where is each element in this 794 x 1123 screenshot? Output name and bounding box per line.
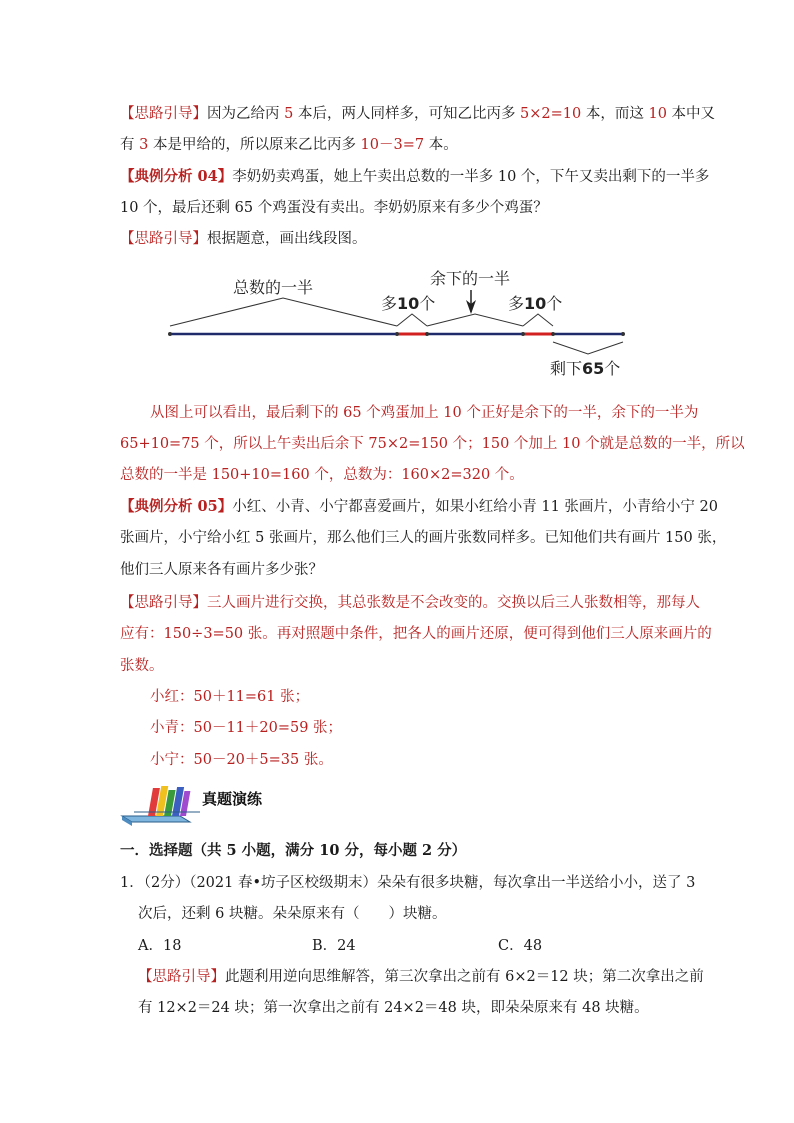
segment-diagram — [165, 262, 635, 382]
brace-more-1 — [397, 314, 427, 326]
example-05-line-1: 【典例分析 05】小红、小青、小宁都喜爱画片，如果小红给小青 11 张画片，小青给小宁 20 — [120, 498, 718, 515]
answer-xiaohong: 小红：50＋11=61 张； — [150, 689, 310, 705]
tick-rest — [521, 332, 525, 336]
answer-xiaoqing: 小青：50－11＋20=59 张； — [150, 720, 343, 736]
example-04-line-2: 10 个，最后还剩 65 个鸡蛋没有卖出。李奶奶原来有多少个鸡蛋？ — [120, 200, 548, 216]
tick-half-plus — [425, 332, 429, 336]
example-04-line-1: 【典例分析 04】李奶奶卖鸡蛋，她上午卖出总数的一半多 10 个，下午又卖出剩下的一半多 — [120, 168, 710, 185]
label-left-65: 剩下65个 — [550, 359, 621, 378]
option-c[interactable]: C．48 — [498, 938, 543, 954]
explain-line-2: 65+10=75 个，所以上午卖出后余下 75×2=150 个；150 个加上 10 个就是总数的一半，所以 — [120, 436, 745, 452]
tick-end — [621, 332, 625, 336]
answer-xiaoning: 小宁：50－20＋5=35 张。 — [150, 752, 333, 768]
hint-line-2: 有 3 本是甲给的，所以原来乙比丙多 10－3=7 本。 — [120, 137, 458, 153]
label-rest-half: 余下的一半 — [430, 269, 511, 288]
hint-tag: 【思路引导】 — [120, 231, 207, 247]
explain-line-1: 从图上可以看出，最后剩下的 65 个鸡蛋加上 10 个正好是余下的一半，余下的一半为 — [150, 405, 699, 421]
quiz-hint-line-1: 【思路引导】此题利用逆向思维解答，第三次拿出之前有 6×2＝12 块；第二次拿出之前 — [138, 969, 704, 985]
brace-more-2 — [523, 314, 553, 326]
hint-line-3: 【思路引导】根据题意，画出线段图。 — [120, 231, 367, 247]
label-more-10-second: 多10个 — [508, 294, 563, 313]
question-1-line-1: 1．（2分）（2021 春•坊子区校级期末）朵朵有很多块糖，每次拿出一半送给小小，送了 3 — [120, 875, 696, 891]
quiz-hint-line-2: 有 12×2＝24 块；第一次拿出之前有 24×2＝48 块，即朵朵原来有 48 块糖。 — [138, 1000, 649, 1016]
hint-tag: 【思路引导】 — [138, 969, 225, 985]
brace-half — [170, 298, 397, 326]
example-04-tag: 【典例分析 04】 — [120, 168, 233, 185]
hint-line-6: 张数。 — [120, 658, 164, 674]
tick-half — [395, 332, 399, 336]
label-more-10-first: 多10个 — [381, 294, 436, 313]
example-05-line-2: 张画片，小宁给小红 5 张画片，那么他们三人的画片张数同样多。已知他们共有画片 150 张， — [120, 530, 727, 546]
hint-tag: 【思路引导】 — [120, 106, 207, 122]
option-b[interactable]: B．24 — [312, 938, 356, 954]
section-title: 真题演练 — [202, 790, 263, 808]
hint-line-5: 应有：150÷3=50 张。再对照题中条件，把各人的画片还原，便可得到他们三人原来画片的 — [120, 626, 712, 642]
hint-line-1: 【思路引导】因为乙给丙 5 本后，两人同样多，可知乙比丙多 5×2=10 本，而这 10 本中又 — [120, 106, 716, 122]
example-05-line-3: 他们三人原来各有画片多少张？ — [120, 562, 323, 578]
brace-left — [553, 342, 623, 354]
tick-rest-plus — [551, 332, 555, 336]
explain-line-3: 总数的一半是 150+10=160 个，总数为：160×2=320 个。 — [120, 467, 524, 483]
label-total-half: 总数的一半 — [233, 278, 314, 297]
example-05-tag: 【典例分析 05】 — [120, 498, 233, 515]
quiz-header: 一．选择题（共 5 小题，满分 10 分，每小题 2 分） — [120, 842, 467, 859]
brace-rest-half — [427, 314, 523, 326]
hint-tag: 【思路引导】 — [120, 595, 207, 611]
hint-line-4: 【思路引导】三人画片进行交换，其总张数是不会改变的。交换以后三人张数相等，那每人 — [120, 595, 700, 611]
section-heading — [120, 782, 300, 828]
option-a[interactable]: A．18 — [138, 938, 182, 954]
question-1-line-2: 次后，还剩 6 块糖。朵朵原来有（ ）块糖。 — [138, 906, 447, 922]
book-stack-icon — [120, 782, 210, 828]
tick-start — [168, 332, 172, 336]
